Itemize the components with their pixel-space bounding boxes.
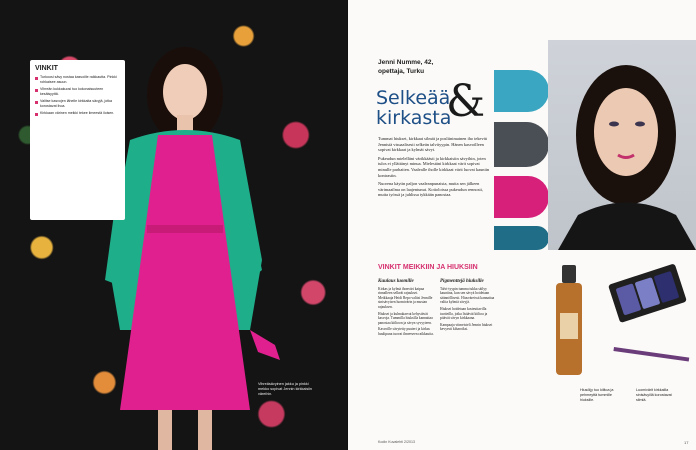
- tips-item-text: Kirkkaan värinen meikki tekee ilmeestä iloisen.: [40, 111, 115, 115]
- section-title: VINKIT MEIKKIIN JA HIUKSIIN: [378, 264, 478, 271]
- intro-text: [378, 136, 490, 198]
- column-1: [378, 280, 434, 339]
- column-1-paragraph: Hiukset ja kulmakarvat kehystävät kasvoja. Tummilla hiuksilla kannattaa panostaa kiiltoon ja sävyn syvyyteen.: [378, 311, 433, 325]
- headline-line2: kirkasta: [376, 107, 452, 129]
- tips-item-text: Turkoosi sävy nostaa kasvoille raikkautta. Pinkki rohkaisee asuun.: [40, 75, 117, 84]
- products-illustration: [548, 255, 696, 385]
- column-2-paragraph: Talvi-tyypin tumma tukka säilyy kauniina, kun sen sävyä hoidetaan säännöllisesti. Hiusväreissä kannattaa valita kylmiä sävyjä.: [440, 286, 495, 305]
- column-1-heading: Kuulaus luomille: [378, 279, 414, 284]
- product-1-caption: Hiusöljy tuo kiiltoa ja pehmeyttä tummille hiuksille.: [580, 388, 614, 402]
- product-2-caption: Luomivärit kirkkailla sinisävyillä korostavat silmiä.: [636, 388, 672, 402]
- tips-item-text: Vihreän kukkakuosi tuo kokonaisuuteen kesäisyyttä.: [40, 87, 104, 96]
- tips-title: VINKIT: [35, 65, 58, 72]
- tips-item: [35, 99, 120, 109]
- intro-paragraph: Pukeudun mielelläni värikkäästi ja kirkkaisiin sävyihin, joten tulos ei yllättänyt minua. Mielestäni kirkkaat värit sopivat minulle parhaiten. Vaalealle iholle kirkkaat värit luovat kauniin kontrastin.: [378, 155, 490, 178]
- column-2-paragraph: Hiukset hoidetaan kosteuttavilla tuotteilla, jotka lisäävät kiiltoa ja pitävät sävyn kirkkaana.: [440, 306, 488, 321]
- tips-item: [35, 75, 120, 85]
- tips-item-text: Valitse kasvojen lähelle kirkkaita sävyjä, jotka korostavat ihoa.: [40, 99, 113, 108]
- byline-name: Jenni Numme, 42,: [378, 59, 434, 66]
- portrait-photo: [548, 40, 696, 250]
- tips-box: [30, 60, 125, 220]
- swatch-magenta: [494, 176, 549, 218]
- column-2-paragraph: Kampaaja viimeisteli Jennin hiukset kevyesti kiharoiksi.: [440, 322, 493, 332]
- headline-ampersand: &: [446, 76, 486, 127]
- tips-bullet: [35, 101, 38, 104]
- color-swatches: [494, 40, 549, 250]
- swatch-grey: [494, 122, 549, 167]
- tips-item: [35, 111, 120, 116]
- tips-bullet: [35, 89, 38, 92]
- column-1-paragraph: Kasvoille sävytetty puuteri ja kirkas huulipuna tuovat ilmeeseen raikkautta.: [378, 327, 434, 336]
- swatch-teal: [494, 226, 549, 250]
- intro-paragraph: Tummat hiukset, kirkkaat silmät ja posliinimainen iho tekevät Jennistä visuaalisesti selkeän talvityypin. Hänen kasvoilleen sopivat kirkkaat ja kylmät sävyt.: [378, 136, 487, 153]
- swatch-turquoise: [494, 70, 549, 112]
- page-number: 17: [684, 440, 689, 445]
- right-page: [348, 0, 696, 450]
- tips-item: [35, 87, 120, 97]
- portrait-illustration: [548, 40, 696, 250]
- headline-line1: Selkeää: [376, 87, 451, 109]
- intro-paragraph: Nuorena käytin paljon vaaleanpunaista, mutta sen jälkeen värimaailma on laajentunut. Kotioloissa pukeudun rennosti, mutta työssä ja juhlissa tykkään panostaa.: [378, 181, 483, 198]
- tips-bullet: [35, 77, 38, 80]
- tips-bullet: [35, 113, 38, 116]
- magazine-footer: Kodin Kuvalehti 2/2013: [378, 440, 415, 444]
- byline: [378, 58, 433, 76]
- column-2-heading: Pigmenttejä hiuksille: [440, 279, 484, 284]
- photo-caption: Vihreäsävyinen jakku ja pinkki mekko sopivat Jennin kirkkaisiin väreihin.: [258, 382, 313, 396]
- byline-role: opettaja, Turku: [378, 68, 425, 75]
- column-2: [440, 280, 496, 334]
- column-1-paragraph: Kirkas ja kylmä ihonväri kaipaa rinnalleen selkeät rajaukset. Meikkaaja Heidi Repo valitsi Jennille sinisävyisen luomivärin ja mustan rajauksen.: [378, 286, 433, 309]
